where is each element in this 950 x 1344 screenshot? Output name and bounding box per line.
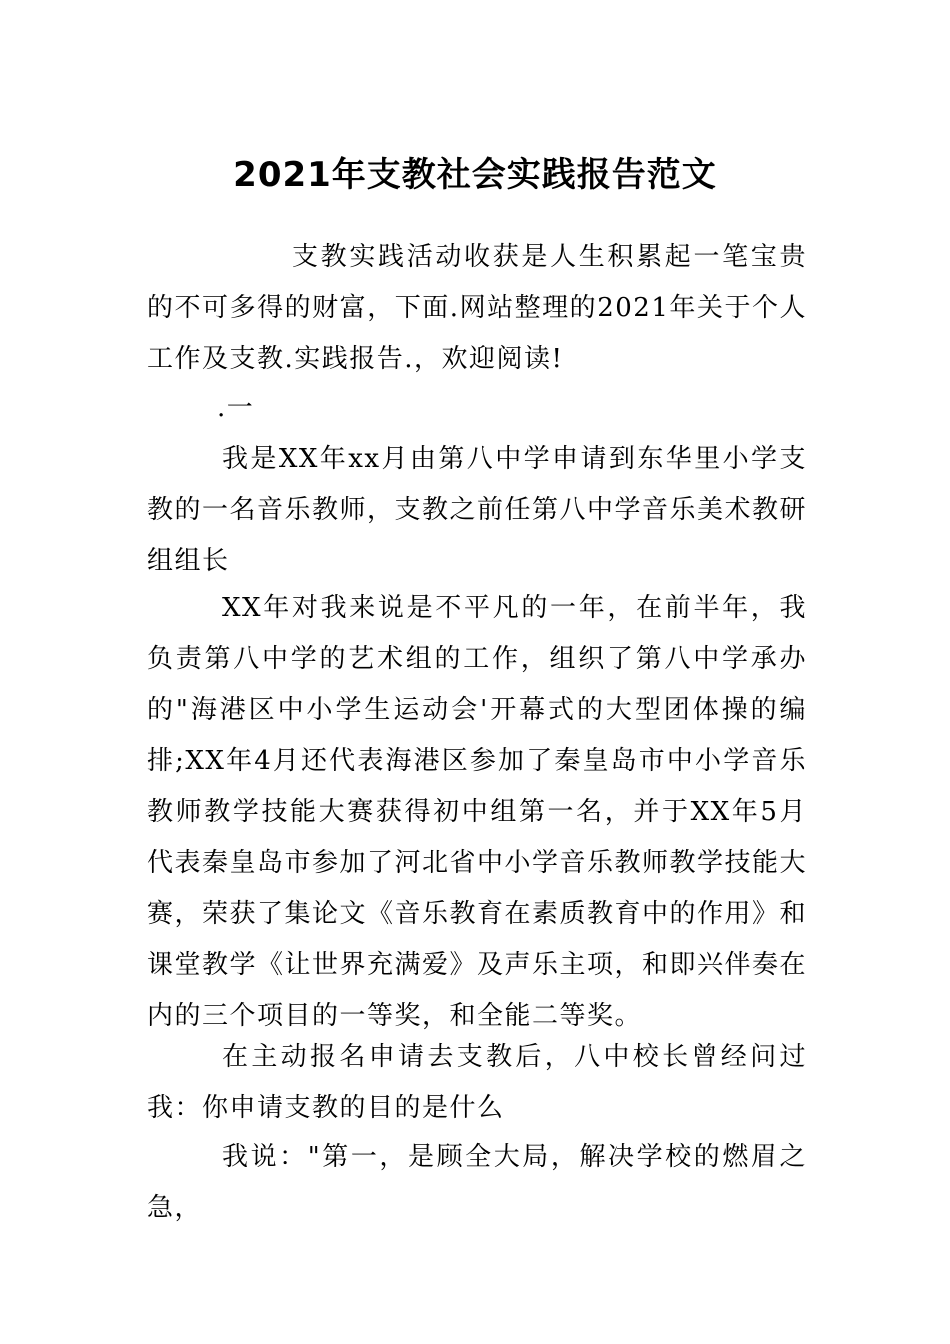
paragraph-achievements: XX年对我来说是不平凡的一年，在前半年，我负责第八中学的艺术组的工作，组织了第八中学承办的"海港区中小学生运动会'开幕式的大型团体操的编排;XX年4月还代表海港区参加了秦皇岛市中小学音乐教师教学技能大赛获得初中组第一名，并于XX年5月代表秦皇岛市参加了河北省中小学音乐教师教学技能大赛，荣获了集论文《音乐教育在素质教育中的作用》和课堂教学《让世界充满爱》及声乐主项，和即兴伴奏在内的三个项目的一等奖，和全能二等奖。: [147, 593, 808, 1031]
paragraph-background: 我是XX年xx月由第八中学申请到东华里小学支教的一名音乐教师，支教之前任第八中学音乐美术教研组组长: [147, 444, 808, 576]
section-heading-one: .一: [217, 393, 255, 423]
paragraph-intro: 支教实践活动收获是人生积累起一笔宝贵的不可多得的财富，下面.网站整理的2021年关于个人工作及支教.实践报告.，欢迎阅读!: [147, 242, 807, 374]
paragraph-principal-question: 在主动报名申请去支教后，八中校长曾经问过我：你申请支教的目的是什么: [147, 1042, 807, 1123]
paragraph-answer: 我说："第一，是顾全大局，解决学校的燃眉之急，: [147, 1142, 807, 1223]
document-title: 2021年支教社会实践报告范文: [233, 154, 717, 195]
